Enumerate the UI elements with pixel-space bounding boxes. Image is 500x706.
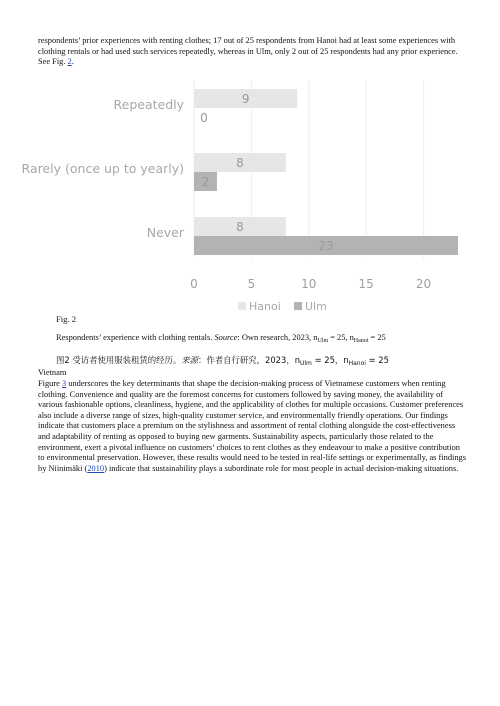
x-tick-label: 10 [301,277,317,291]
data-label: 8 [236,156,244,170]
bar-chart [21,70,468,315]
source-label-zh: 来源 [181,355,198,365]
x-tick-label: 5 [247,277,256,291]
category-label: Never [146,225,184,240]
category-label: Rarely (once up to yearly) [21,161,184,176]
legend-label-hanoi: Hanoi [249,300,281,313]
data-label: 2 [201,175,210,189]
figure-3-link[interactable]: 3 [61,379,67,388]
chart-bars [194,89,458,255]
chart-category-labels [22,97,185,240]
intro-text: respondents’ prior experiences with renting clothes; 17 out of 25 respondents from Hanoi had at least some experiences with clothing rentals or had used such services repeatedly, whereas in Ulm, only 2 out of 25 respondents had any prior experience. See Fig. [38,36,458,67]
section-label-vietnam: Vietnam [38,368,67,377]
legend-swatch-hanoi [238,302,246,310]
data-label: 0 [200,111,208,125]
data-label: 23 [318,239,334,253]
citation-link[interactable]: 2010 [87,463,105,473]
intro-tail: . [71,57,74,67]
legend-swatch-ulm [294,302,302,310]
data-label: 9 [241,92,250,106]
x-tick-label: 15 [358,277,374,291]
x-tick-label: 0 [190,277,198,291]
intro-paragraph [38,36,468,68]
category-label: Repeatedly [113,97,184,112]
chart-legend [238,300,327,313]
figure-2-link[interactable]: 2 [67,57,72,67]
data-label: 8 [236,220,244,234]
body-paragraph: Figure 3 underscores the key determinants that shape the decision-making process of Vietnamese customers when renting clothing. Convenience and quality are the foremost concerns for customers followed by saving money, the availability of various fashionable options, cleanliness, hygiene, and the applicability of clothes for multiple occasions. Customer preferences also include a diverse range of sizes, high-quality customer service, and environmentally friendly operations. Our findings indicate that customers place a premium on the stylishness and assortment of rental clothing alongside the cost-effectiveness and adaptability of renting as opposed to buying new garments. Sustainability aspects, particularly those related to the environment, exert a pivotal influence on customers’ choices to rent clothes as they endeavour to make a positive contribution to environmental preservation. However, these results would need to be tested in real-life settings or experimentally, as findings by Niinimäki (2010) indicate that sustainability plays a subordinate role for most people in actual decision-making situations. [38,379,466,473]
source-label: Source [214,333,238,342]
figure-caption-zh: 图2 受访者使用服装租赁的经历。来源：作者自行研究，2023，$n_{Ulm} = 25$，$n_{Hanoi} = 25$ [56,355,389,367]
figure-label: Fig. 2 [56,314,77,324]
legend-label-ulm: Ulm [305,300,327,313]
x-tick-label: 20 [415,277,432,291]
figure-caption-en: Respondents’ experience with clothing rentals. Source: Own research, 2023, $n_{Ulm} = 25$, $n_{Hanoi} = 25$ [56,333,386,344]
chart-x-ticks [190,277,431,291]
